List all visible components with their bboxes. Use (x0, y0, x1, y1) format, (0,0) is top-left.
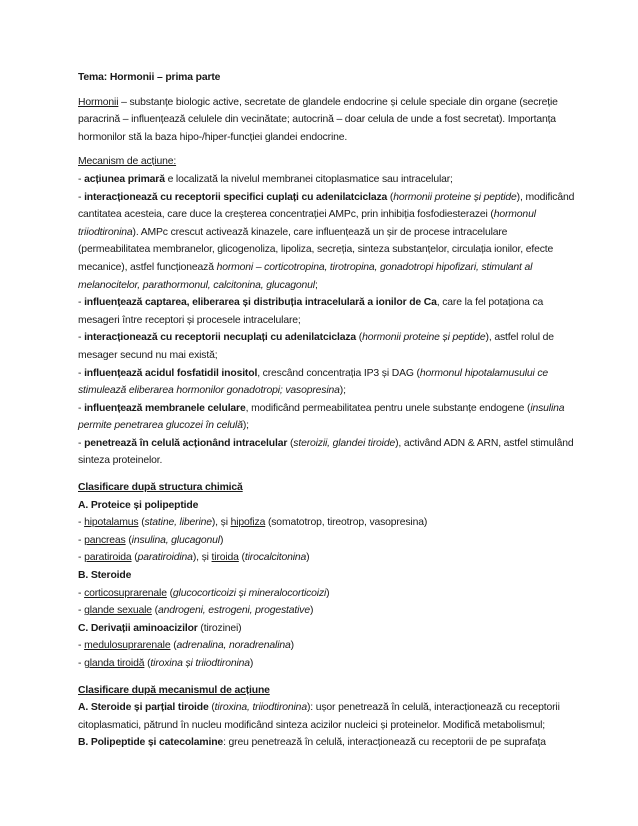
text-span: - (78, 640, 85, 652)
text-span: paratiroida (84, 552, 132, 564)
text-span: - (78, 191, 85, 203)
text-span: ) (290, 640, 294, 652)
text-span: - (78, 534, 85, 546)
text-span: medulosuprarenale (84, 640, 171, 652)
topic-line (78, 69, 578, 87)
text-span: - (78, 605, 85, 617)
chem-a-item-1 (78, 514, 578, 532)
text-span: B. Steroide (78, 570, 132, 582)
topic-label: Tema: (78, 72, 108, 83)
chem-b-item-2 (78, 602, 578, 620)
text-span: tiroxina și triiodtironina (150, 658, 250, 669)
text-span: influențează membranele celulare (84, 402, 246, 414)
text-span: glucocorticoizi și mineralocorticoizi (172, 587, 327, 599)
text-span: A. Steroide și parțial tiroide (78, 702, 209, 714)
text-span: - (78, 297, 85, 309)
chem-b-item-1 (78, 585, 578, 603)
text-span: ), astfel rolul de mesager secund nu mai există; (78, 332, 554, 361)
text-span: C. Derivații aminoacizilor (78, 622, 198, 634)
text-span: - (78, 332, 85, 344)
text-span: hipofiza (230, 517, 266, 529)
mechanism-item-6 (78, 400, 578, 435)
intro-paragraph (78, 94, 578, 147)
intro-text: – substanțe biologic active, secretate de glandele endocrine și celule speciale din organe (secreție paracrină – influențează celulele din vecinătate; autocrină – doar celula de unde a fost secretat). Importanța hormonilor stă la baza hipo-/hiper-funcției glandei endocrine. (78, 96, 558, 143)
text-span: hipotalamus (84, 517, 139, 529)
text-span: ) (326, 587, 330, 599)
text-span: , care la fel potaționa ca mesageri între receptori și procesele intracelulare; (78, 297, 544, 326)
text-span: tiroida (211, 552, 239, 564)
intro-term: Hormonii (78, 96, 119, 108)
chem-a-item-3 (78, 549, 578, 567)
text-span: - (78, 173, 85, 185)
text-span: influențează captarea, eliberarea și distribuția intracelulară a ionilor de Ca (84, 297, 437, 309)
text-span: ( (138, 517, 145, 529)
text-span: ) (219, 534, 224, 546)
text-span: ), activând ADN & ARN, astfel stimulând sinteza proteinelor. (78, 437, 574, 467)
text-span: - (78, 402, 85, 414)
text-span: Clasificare după structura chimică (78, 482, 243, 494)
text-span: paratiroidina (137, 552, 193, 564)
chem-classification-heading (78, 479, 578, 497)
text-span: ). AMPc crescut activează kinazele, care influențează un șir de procese intracelulare (permeabilitatea membranelor, glicogenoliza, lipoliza, secreția, sinteza substanțelor, circulația ionilor, efecte mecanice), astfel funcționează (78, 226, 554, 273)
text-span: ( (131, 552, 138, 564)
text-span: tirocalcitonina (244, 552, 307, 564)
text-span: ): ușor penetrează în celulă, interacționează cu receptorii citoplasmatici, pătrund în nucleu modificând sinteza acizilor nucleici și proteinelor. Modifică metabolismul; (78, 702, 560, 731)
chem-group-b-title (78, 567, 578, 585)
chem-c-item-1 (78, 637, 578, 655)
text-span: ( (356, 332, 363, 344)
mechanism-classification-heading (78, 682, 578, 700)
text-span: steroizii, glandei tiroide (293, 437, 396, 449)
text-span: adrenalina, noradrenalina (176, 640, 291, 652)
text-span: ), și (211, 517, 231, 529)
text-span: - (78, 587, 85, 599)
text-span: (somatotrop, tireotrop, vasopresina) (265, 517, 428, 529)
text-span: ), și (192, 552, 212, 564)
text-span: ); (242, 420, 249, 432)
text-span: , crescând concentrația IP3 și DAG ( (257, 367, 420, 379)
text-span: hormonul hipotalamusului ce stimulează eliberarea hormonilor gonadotropi; vasopresina (78, 367, 549, 397)
mechanism-item-1 (78, 171, 578, 189)
text-span: tiroxina, triiodtironina (214, 702, 307, 714)
text-span: ; (314, 279, 318, 291)
text-span: ) (249, 658, 254, 669)
text-span: hormonii proteine și peptide (362, 332, 486, 344)
text-span: ( (287, 437, 294, 449)
text-span: - (78, 437, 85, 449)
text-span: - (78, 658, 85, 669)
mechanism-item-5 (78, 365, 578, 400)
text-span: ( (387, 191, 394, 203)
text-span: e localizată la nivelul membranei citoplasmatice sau intracelular; (164, 173, 453, 185)
text-span: Clasificare după mecanismul de acțiune (78, 684, 270, 696)
text-span: ) (306, 552, 310, 564)
text-span: ( (151, 605, 158, 617)
text-span: ( (170, 640, 177, 652)
text-span: ( (144, 658, 151, 669)
mech-class-a (78, 699, 578, 734)
text-span: , modificând permeabilitatea pentru unele substanțe endogene ( (245, 402, 531, 414)
text-span: ) (309, 605, 314, 617)
chem-group-c-title (78, 620, 578, 638)
text-span: androgeni, estrogeni, progestative (157, 605, 310, 617)
mechanism-item-7 (78, 435, 578, 470)
text-span: - (78, 367, 85, 379)
text-span: ), modificând cantitatea acesteia, care duce la creșterea concentrației AMPc, prin inhibiția fosfodiesterazei ( (78, 191, 575, 221)
text-span: : greu penetrează în celulă, interacționează cu receptorii de pe suprafața (223, 737, 546, 749)
document-page (78, 69, 578, 752)
text-span: A. Proteice și polipeptide (78, 499, 199, 511)
text-span: interacționează cu receptorii specifici cuplați cu adenilatciclaza (84, 191, 388, 203)
text-span: pancreas (84, 534, 126, 546)
text-span: hormoni – corticotropina, tirotropina, gonadotropi hipofizari, stimulant al melanocitelor, parathormonul, calcitonina, glucagonul (78, 261, 533, 291)
text-span: (tirozinei) (197, 622, 242, 634)
text-span: insulina permite penetrarea glucozei în celulă (78, 402, 565, 432)
text-span: insulina, glucagonul (131, 534, 220, 546)
text-span: influențează acidul fosfatidil inositol (84, 367, 258, 379)
text-span: B. Polipeptide și catecolamine (78, 737, 224, 749)
text-span: interacționează cu receptorii necuplați cu adenilatciclaza (84, 332, 357, 344)
text-span: corticosuprarenale (84, 587, 167, 599)
chem-a-item-2 (78, 532, 578, 550)
chem-group-a-title (78, 497, 578, 515)
chem-c-item-2 (78, 655, 578, 673)
text-span: ( (238, 552, 245, 564)
text-span: - (78, 552, 85, 564)
mech-class-b (78, 734, 578, 752)
text-span: hormonii proteine și peptide (393, 191, 517, 203)
text-span: ( (208, 702, 215, 714)
text-span: penetrează în celulă acționând intracelular (84, 437, 288, 449)
text-span: ); (339, 385, 346, 397)
text-span: ( (125, 534, 132, 546)
mechanism-item-4 (78, 329, 578, 364)
text-span: glanda tiroidă (84, 658, 145, 669)
topic-title: Hormonii – prima parte (109, 72, 221, 83)
text-span: glande sexuale (84, 605, 152, 617)
text-span: statine, liberine (144, 517, 212, 529)
mechanism-item-2 (78, 189, 578, 295)
mechanism-heading (78, 153, 578, 171)
text-span: hormonul triiodtironina (78, 209, 536, 238)
text-span: ( (166, 587, 173, 599)
mechanism-item-3 (78, 294, 578, 329)
text-span: - (78, 517, 85, 529)
text-span: acțiunea primară (84, 173, 165, 185)
text-span: Mecanism de acțiune: (78, 156, 177, 168)
